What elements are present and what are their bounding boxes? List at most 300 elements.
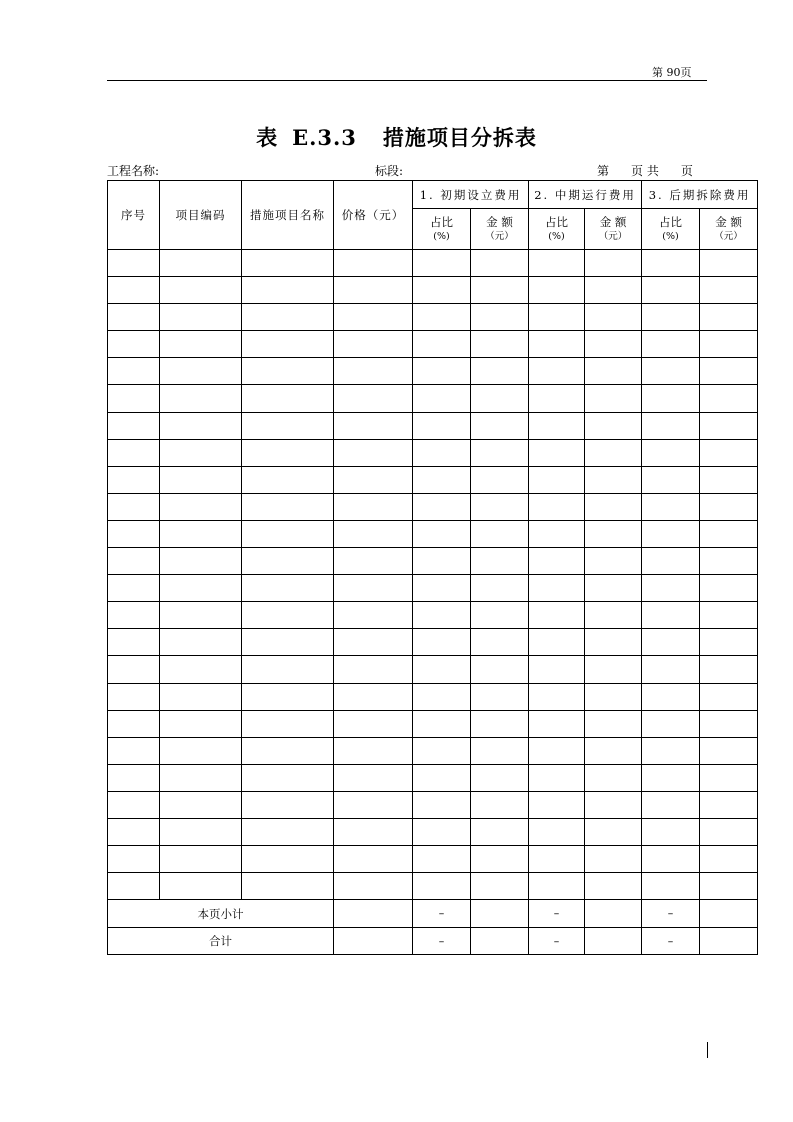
- table-cell: [413, 683, 471, 710]
- table-cell: [529, 683, 585, 710]
- table-cell: [413, 439, 471, 466]
- table-cell: [334, 304, 413, 331]
- header-code: 项目编码: [160, 181, 242, 250]
- table-row: [108, 629, 758, 656]
- amount-unit: （元）: [485, 231, 514, 242]
- table-cell: [242, 873, 334, 900]
- table-cell: [585, 466, 642, 493]
- table-cell: [529, 873, 585, 900]
- ratio-unit: (%): [433, 231, 450, 242]
- table-cell: [529, 520, 585, 547]
- table-cell: [471, 358, 529, 385]
- table-cell: [642, 737, 700, 764]
- table-cell: [242, 385, 334, 412]
- table-cell: [700, 385, 758, 412]
- table-cell: [529, 656, 585, 683]
- ratio-label: 占比: [659, 215, 683, 229]
- table-cell: [642, 602, 700, 629]
- table-cell: [108, 548, 160, 575]
- page-label: 第: [597, 164, 610, 178]
- table-cell: [529, 331, 585, 358]
- dash-cell: –: [642, 900, 700, 928]
- table-cell: [108, 737, 160, 764]
- table-cell: [242, 710, 334, 737]
- table-cell: [108, 575, 160, 602]
- table-cell: [242, 656, 334, 683]
- table-cell: [242, 602, 334, 629]
- table-cell: [413, 385, 471, 412]
- table-cell: [529, 412, 585, 439]
- table-cell: [160, 683, 242, 710]
- dash-cell: –: [642, 927, 700, 955]
- table-cell: [160, 656, 242, 683]
- table-cell: [160, 710, 242, 737]
- table-cell: [160, 520, 242, 547]
- table-cell: [642, 250, 700, 277]
- table-cell: [585, 520, 642, 547]
- title-text: 措施项目分拆表: [382, 125, 537, 150]
- table-cell: [413, 493, 471, 520]
- table-cell: [585, 818, 642, 845]
- table-cell: [242, 764, 334, 791]
- amount-unit: （元）: [714, 231, 743, 242]
- table-cell: [413, 277, 471, 304]
- ratio-unit: (%): [662, 231, 679, 242]
- table-cell: [585, 331, 642, 358]
- page-title: [0, 122, 793, 152]
- subheader-ratio: [529, 209, 585, 250]
- table-cell: [160, 358, 242, 385]
- subheader-amount: [700, 209, 758, 250]
- table-cell: [585, 710, 642, 737]
- table-cell: [242, 548, 334, 575]
- table-cell: [585, 683, 642, 710]
- table-cell: [471, 927, 529, 955]
- table-cell: [108, 602, 160, 629]
- table-cell: [585, 358, 642, 385]
- table-cell: [529, 548, 585, 575]
- table-cell: [471, 277, 529, 304]
- table-cell: [242, 575, 334, 602]
- table-cell: [413, 331, 471, 358]
- table-cell: [700, 710, 758, 737]
- table-cell: [529, 818, 585, 845]
- table-row: [108, 791, 758, 818]
- table-cell: [642, 331, 700, 358]
- dash-cell: –: [413, 927, 471, 955]
- table-cell: [585, 791, 642, 818]
- table-cell: [529, 439, 585, 466]
- table-cell: [471, 520, 529, 547]
- table-cell: [242, 493, 334, 520]
- table-cell: [642, 710, 700, 737]
- table-cell: [413, 412, 471, 439]
- table-row: [108, 412, 758, 439]
- table-row: [108, 439, 758, 466]
- table-cell: [242, 439, 334, 466]
- table-row: [108, 710, 758, 737]
- table-cell: [413, 466, 471, 493]
- ratio-label: 占比: [545, 215, 569, 229]
- table-cell: [160, 304, 242, 331]
- dash-cell: –: [413, 900, 471, 928]
- table-cell: [642, 846, 700, 873]
- table-cell: [471, 683, 529, 710]
- table-cell: [242, 846, 334, 873]
- table-cell: [471, 412, 529, 439]
- table-cell: [108, 846, 160, 873]
- table-cell: [160, 575, 242, 602]
- table-cell: [413, 818, 471, 845]
- table-cell: [334, 900, 413, 928]
- table-cell: [334, 629, 413, 656]
- table-cell: [585, 927, 642, 955]
- dash-cell: –: [529, 927, 585, 955]
- table-cell: [334, 548, 413, 575]
- table-cell: [529, 575, 585, 602]
- table-cell: [242, 304, 334, 331]
- table-cell: [529, 466, 585, 493]
- table-cell: [334, 493, 413, 520]
- table-row: [108, 277, 758, 304]
- table-cell: [529, 493, 585, 520]
- table-cell: [242, 791, 334, 818]
- table-cell: [334, 764, 413, 791]
- header-group-operation: 2. 中期运行费用: [529, 181, 642, 209]
- table-cell: [585, 304, 642, 331]
- table-cell: [471, 385, 529, 412]
- table-cell: [529, 710, 585, 737]
- table-row: [108, 737, 758, 764]
- table-cell: [471, 304, 529, 331]
- table-cell: [471, 791, 529, 818]
- table-cell: [529, 250, 585, 277]
- table-cell: [700, 683, 758, 710]
- table-cell: [700, 602, 758, 629]
- table-cell: [160, 629, 242, 656]
- table-cell: [160, 818, 242, 845]
- table-cell: [700, 493, 758, 520]
- table-cell: [334, 250, 413, 277]
- table-cell: [585, 385, 642, 412]
- table-cell: [108, 818, 160, 845]
- table-cell: [413, 304, 471, 331]
- table-cell: [108, 683, 160, 710]
- table-cell: [700, 250, 758, 277]
- table-cell: [700, 900, 758, 928]
- table-cell: [471, 250, 529, 277]
- header-index: 序号: [108, 181, 160, 250]
- table-row: [108, 548, 758, 575]
- table-cell: [700, 548, 758, 575]
- table-cell: [585, 277, 642, 304]
- table-cell: [529, 602, 585, 629]
- page-mid: 页 共: [631, 164, 659, 178]
- table-cell: [700, 846, 758, 873]
- ratio-label: 占比: [430, 215, 453, 229]
- table-cell: [700, 277, 758, 304]
- table-cell: [108, 331, 160, 358]
- subheader-ratio: [642, 209, 700, 250]
- table-cell: [585, 873, 642, 900]
- table-cell: [160, 548, 242, 575]
- table-cell: [471, 575, 529, 602]
- table-cell: [585, 412, 642, 439]
- total-label: 合计: [108, 927, 334, 955]
- table-cell: [642, 764, 700, 791]
- page-info: [575, 162, 693, 179]
- table-cell: [585, 493, 642, 520]
- table-cell: [334, 737, 413, 764]
- table-cell: [529, 737, 585, 764]
- table-cell: [471, 629, 529, 656]
- table-cell: [642, 385, 700, 412]
- table-cell: [413, 250, 471, 277]
- table-cell: [160, 250, 242, 277]
- table-cell: [334, 575, 413, 602]
- table-cell: [334, 927, 413, 955]
- table-cell: [642, 520, 700, 547]
- table-cell: [108, 873, 160, 900]
- table-cell: [471, 818, 529, 845]
- table-cell: [585, 656, 642, 683]
- table-cell: [108, 466, 160, 493]
- table-row: [108, 520, 758, 547]
- title-prefix: 表: [256, 125, 279, 150]
- table-cell: [700, 656, 758, 683]
- header-name: 措施项目名称: [242, 181, 334, 250]
- table-cell: [642, 683, 700, 710]
- table-cell: [413, 873, 471, 900]
- table-cell: [529, 277, 585, 304]
- amount-label: 金 额: [715, 215, 742, 229]
- table-cell: [642, 412, 700, 439]
- table-cell: [642, 493, 700, 520]
- table-cell: [334, 439, 413, 466]
- table-cell: [242, 466, 334, 493]
- table-cell: [642, 791, 700, 818]
- table-cell: [700, 439, 758, 466]
- page-suffix: 页: [680, 164, 693, 178]
- table-cell: [108, 304, 160, 331]
- table-cell: [413, 520, 471, 547]
- table-cell: [242, 520, 334, 547]
- table-cell: [642, 277, 700, 304]
- header-group-removal: 3. 后期拆除费用: [642, 181, 758, 209]
- table-cell: [108, 358, 160, 385]
- table-cell: [700, 331, 758, 358]
- table-cell: [471, 466, 529, 493]
- dash-cell: –: [529, 900, 585, 928]
- table-row: [108, 250, 758, 277]
- table-cell: [585, 575, 642, 602]
- table-cell: [242, 412, 334, 439]
- header-group-initial: 1. 初期设立费用: [413, 181, 529, 209]
- table-cell: [585, 250, 642, 277]
- table-cell: [700, 520, 758, 547]
- table-cell: [334, 520, 413, 547]
- table-cell: [529, 846, 585, 873]
- table-body: [108, 250, 758, 900]
- table-cell: [334, 466, 413, 493]
- table-cell: [700, 466, 758, 493]
- table-cell: [160, 846, 242, 873]
- table-cell: [108, 250, 160, 277]
- total-row: [108, 927, 758, 955]
- table-cell: [242, 737, 334, 764]
- table-cell: [108, 412, 160, 439]
- section-label: 标段:: [375, 164, 404, 178]
- table-cell: [108, 520, 160, 547]
- table-cell: [413, 575, 471, 602]
- table-cell: [642, 873, 700, 900]
- header-price: 价格（元）: [334, 181, 413, 250]
- table-cell: [413, 358, 471, 385]
- table-cell: [108, 791, 160, 818]
- table-cell: [242, 250, 334, 277]
- table-cell: [413, 791, 471, 818]
- table-cell: [585, 900, 642, 928]
- table-cell: [160, 412, 242, 439]
- table-cell: [471, 439, 529, 466]
- table-row: [108, 764, 758, 791]
- measures-breakdown-table: [107, 180, 758, 955]
- table-cell: [108, 710, 160, 737]
- table-cell: [471, 493, 529, 520]
- table-cell: [471, 900, 529, 928]
- table-cell: [160, 331, 242, 358]
- table-cell: [242, 683, 334, 710]
- table-cell: [642, 548, 700, 575]
- table-cell: [160, 493, 242, 520]
- table-cell: [160, 873, 242, 900]
- table-row: [108, 873, 758, 900]
- table-cell: [334, 683, 413, 710]
- table-cell: [160, 791, 242, 818]
- title-number: E.3.3: [292, 125, 357, 150]
- page-subtotal-row: [108, 900, 758, 928]
- table-cell: [334, 331, 413, 358]
- table-cell: [700, 575, 758, 602]
- table-cell: [585, 629, 642, 656]
- table-cell: [642, 575, 700, 602]
- table-cell: [529, 358, 585, 385]
- table-cell: [334, 656, 413, 683]
- table-row: [108, 656, 758, 683]
- table-cell: [700, 873, 758, 900]
- table-cell: [700, 927, 758, 955]
- table-cell: [108, 385, 160, 412]
- table-cell: [642, 629, 700, 656]
- table-cell: [700, 737, 758, 764]
- table-cell: [413, 764, 471, 791]
- table-cell: [642, 304, 700, 331]
- table-cell: [334, 358, 413, 385]
- margin-mark: [707, 1042, 708, 1058]
- table-cell: [642, 656, 700, 683]
- amount-unit: （元）: [598, 231, 628, 242]
- table-cell: [471, 602, 529, 629]
- table-cell: [471, 710, 529, 737]
- table-cell: [471, 873, 529, 900]
- table-cell: [334, 602, 413, 629]
- amount-label: 金 额: [599, 215, 627, 229]
- table-cell: [413, 629, 471, 656]
- table-cell: [242, 818, 334, 845]
- table-row: [108, 818, 758, 845]
- table-cell: [585, 737, 642, 764]
- table-cell: [529, 629, 585, 656]
- table-cell: [160, 764, 242, 791]
- table-cell: [242, 629, 334, 656]
- amount-label: 金 额: [486, 215, 513, 229]
- table-cell: [642, 439, 700, 466]
- table-cell: [700, 412, 758, 439]
- table-cell: [413, 737, 471, 764]
- table-cell: [700, 629, 758, 656]
- page-number: 第 90页: [652, 66, 692, 79]
- table-row: [108, 493, 758, 520]
- table-cell: [471, 548, 529, 575]
- table-cell: [642, 466, 700, 493]
- table-row: [108, 466, 758, 493]
- table-row: [108, 575, 758, 602]
- table-cell: [585, 548, 642, 575]
- header-rule: [107, 80, 707, 81]
- table-cell: [413, 710, 471, 737]
- table-cell: [334, 412, 413, 439]
- table-cell: [334, 791, 413, 818]
- table-cell: [160, 439, 242, 466]
- table-cell: [529, 791, 585, 818]
- table-cell: [700, 764, 758, 791]
- table-cell: [160, 385, 242, 412]
- table-cell: [108, 764, 160, 791]
- table-cell: [471, 764, 529, 791]
- table-row: [108, 846, 758, 873]
- table-cell: [585, 439, 642, 466]
- table-cell: [585, 602, 642, 629]
- table-cell: [108, 629, 160, 656]
- table-cell: [108, 656, 160, 683]
- table-cell: [642, 358, 700, 385]
- table-cell: [471, 656, 529, 683]
- table-cell: [700, 358, 758, 385]
- page-subtotal-label: 本页小计: [108, 900, 334, 928]
- table-cell: [585, 764, 642, 791]
- table-row: [108, 602, 758, 629]
- table-cell: [700, 818, 758, 845]
- table-cell: [471, 846, 529, 873]
- table-cell: [160, 737, 242, 764]
- table-cell: [413, 656, 471, 683]
- table-cell: [334, 710, 413, 737]
- table-cell: [700, 791, 758, 818]
- table-cell: [413, 602, 471, 629]
- table-cell: [529, 764, 585, 791]
- subheader-amount: [585, 209, 642, 250]
- table-cell: [334, 385, 413, 412]
- table-cell: [700, 304, 758, 331]
- table-cell: [242, 277, 334, 304]
- table-row: [108, 304, 758, 331]
- table-row: [108, 331, 758, 358]
- table-cell: [471, 737, 529, 764]
- table-cell: [160, 466, 242, 493]
- table-cell: [242, 331, 334, 358]
- subheader-amount: [471, 209, 529, 250]
- table-row: [108, 358, 758, 385]
